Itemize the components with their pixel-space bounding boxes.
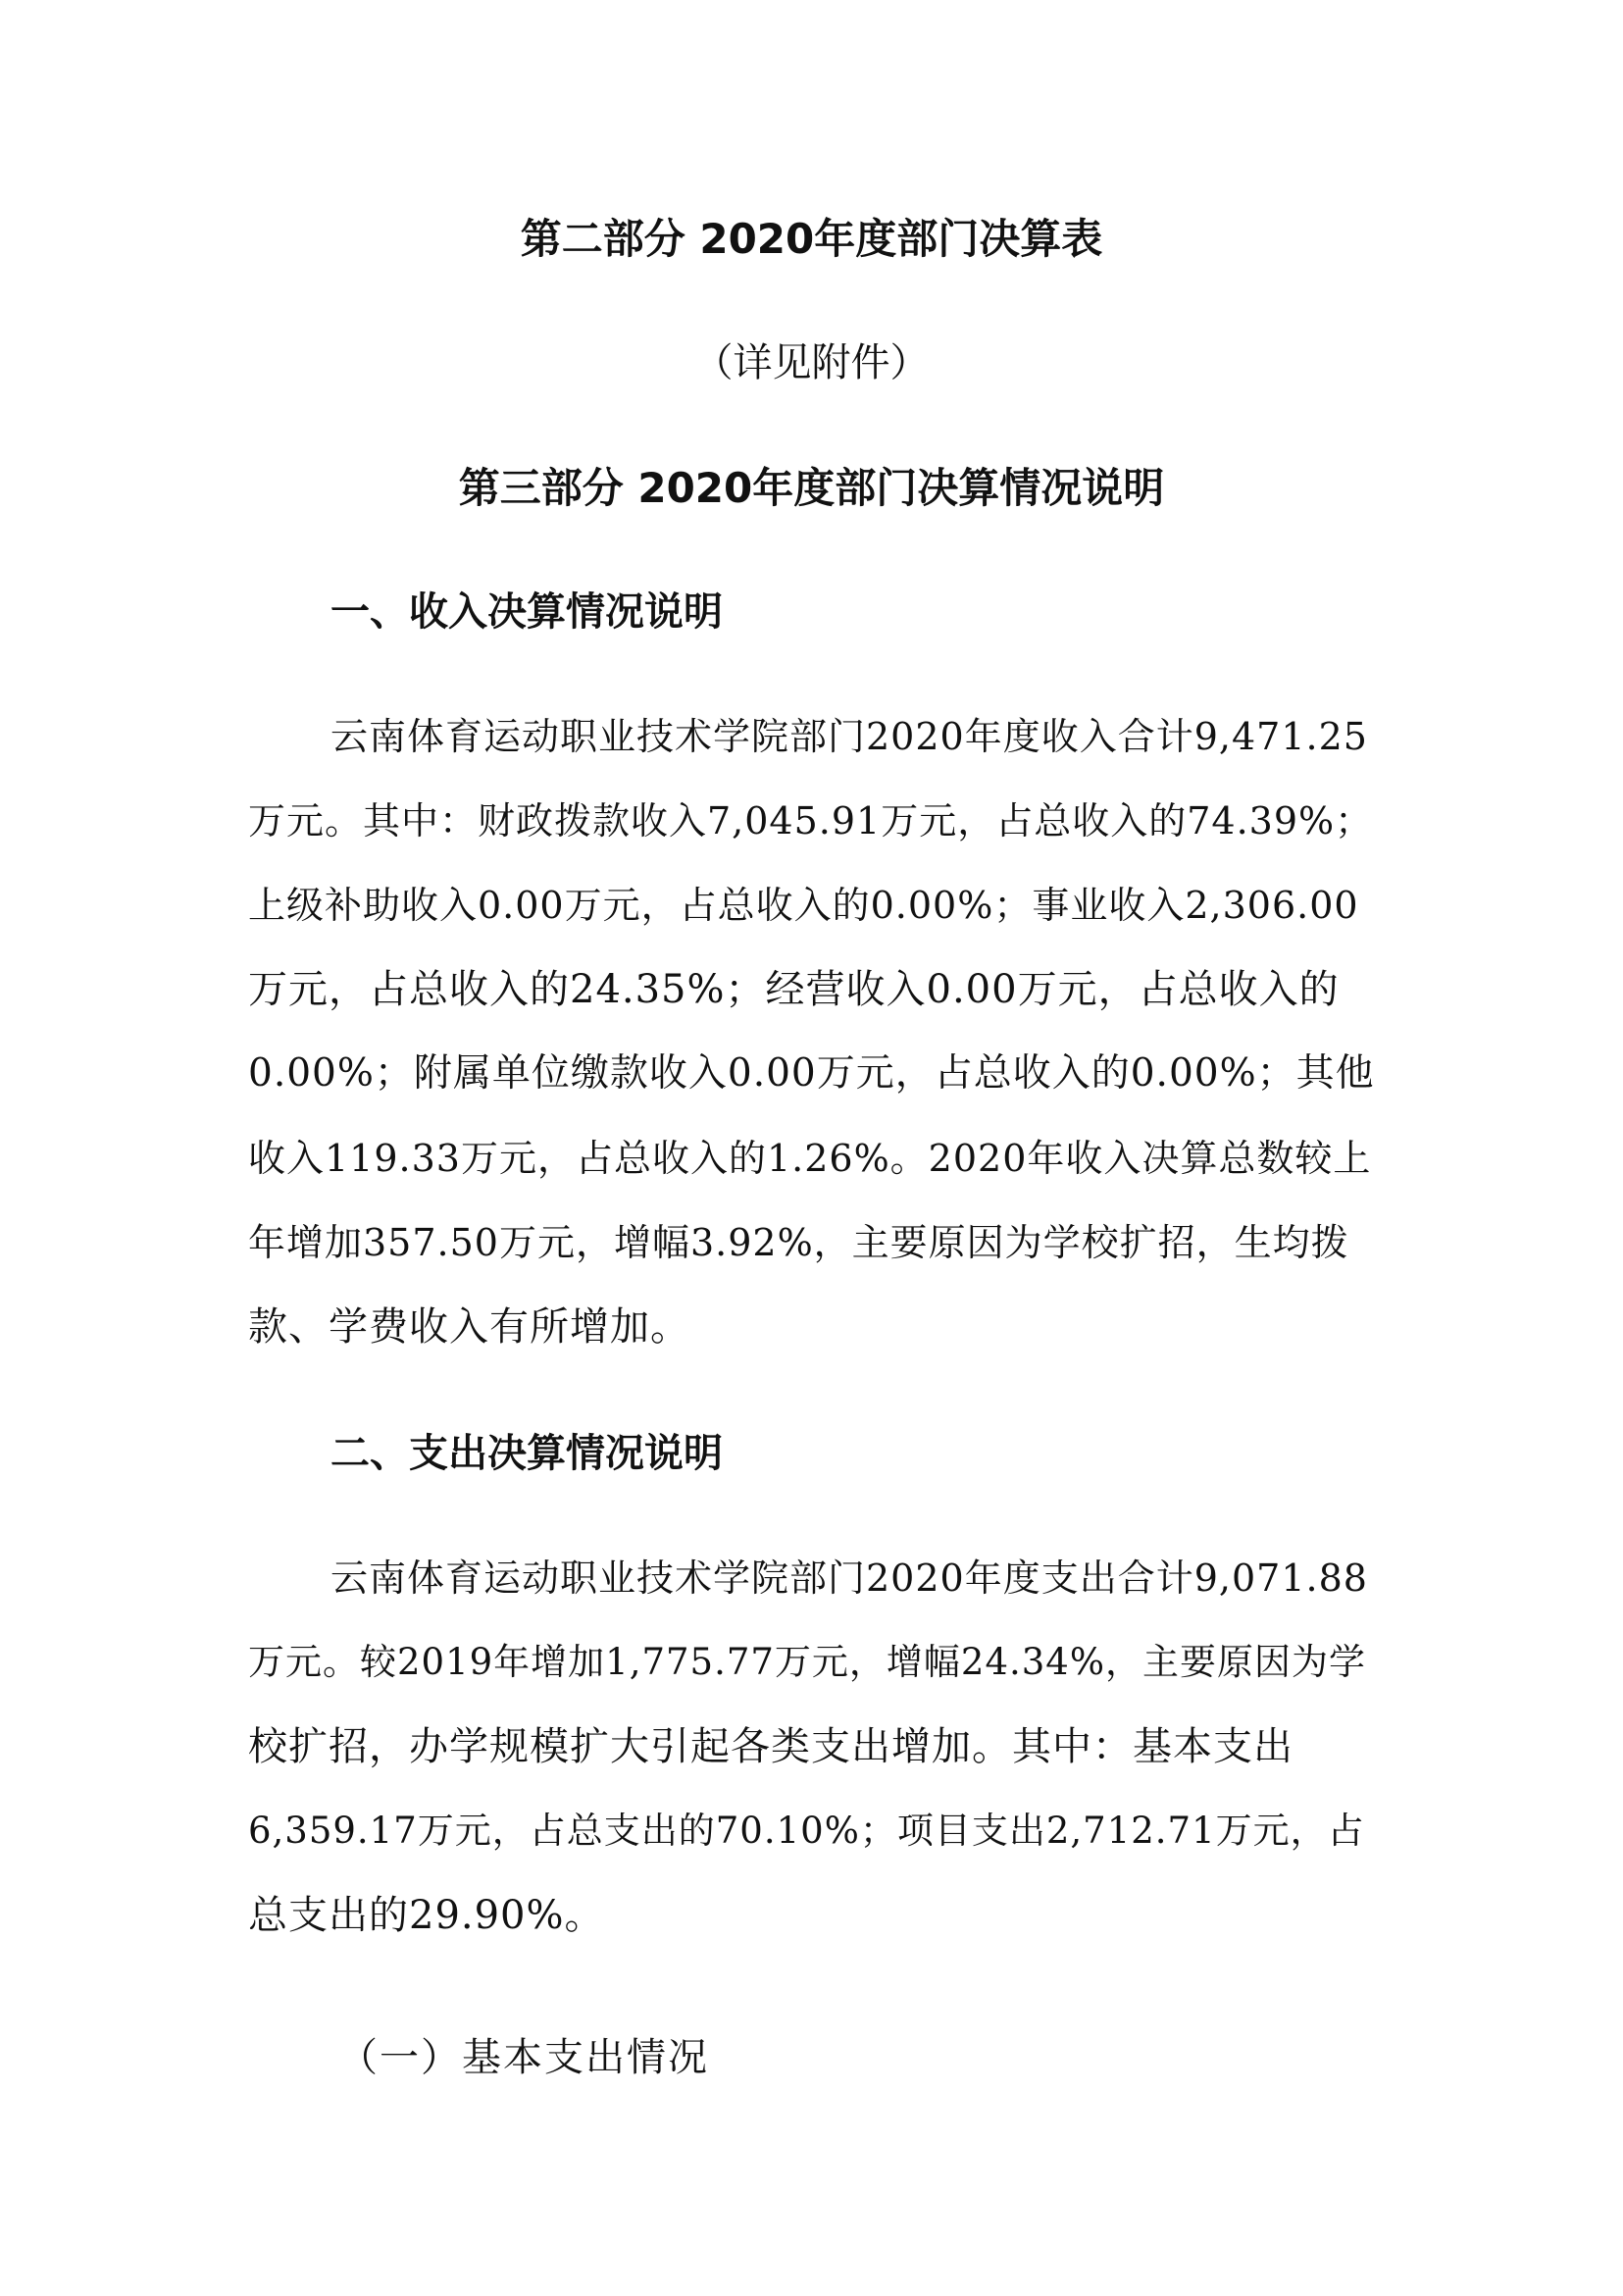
paragraph-line: 万元。较2019年增加1,775.77万元，增幅24.34%，主要原因为学 — [248, 1641, 1367, 1683]
paragraph-line: 总支出的29.90%。 — [248, 1893, 605, 1938]
part2-title: 第二部分 2020年度部门决算表 — [520, 215, 1103, 263]
paragraph-line: 校扩招，办学规模扩大引起各类支出增加。其中：基本支出 — [248, 1724, 1293, 1769]
paragraph-line: 万元，占总收入的24.35%；经营收入0.00万元，占总收入的 — [248, 967, 1340, 1012]
paragraph-line: 6,359.17万元，占总支出的70.10%；项目支出2,712.71万元，占 — [248, 1810, 1365, 1852]
paragraph-line: 上级补助收入0.00万元，占总收入的0.00%；事业收入2,306.00 — [248, 884, 1359, 927]
paragraph-line: 云南体育运动职业技术学院部门2020年度收入合计9,471.25 — [330, 715, 1368, 758]
income-section-heading: 一、收入决算情况说明 — [330, 589, 723, 635]
income-paragraph — [248, 694, 1376, 1369]
expenditure-paragraph — [248, 1536, 1376, 1958]
attachment-note: （详见附件） — [693, 340, 930, 385]
paragraph-line: 万元。其中：财政拨款收入7,045.91万元，占总收入的74.39%； — [248, 799, 1374, 842]
expenditure-section-heading: 二、支出决算情况说明 — [330, 1431, 723, 1476]
paragraph-line: 收入119.33万元，占总收入的1.26%。2020年收入决算总数较上 — [248, 1137, 1372, 1180]
basic-expenditure-subheading: （一）基本支出情况 — [338, 2035, 709, 2080]
paragraph-line: 云南体育运动职业技术学院部门2020年度支出合计9,071.88 — [330, 1556, 1368, 1600]
paragraph-line: 年增加357.50万元，增幅3.92%，主要原因为学校扩招，生均拨 — [248, 1221, 1349, 1264]
part3-title: 第三部分 2020年度部门决算情况说明 — [458, 464, 1165, 512]
paragraph-line: 款、学费收入有所增加。 — [248, 1304, 690, 1350]
paragraph-line: 0.00%；附属单位缴款收入0.00万元，占总收入的0.00%；其他 — [248, 1051, 1375, 1096]
